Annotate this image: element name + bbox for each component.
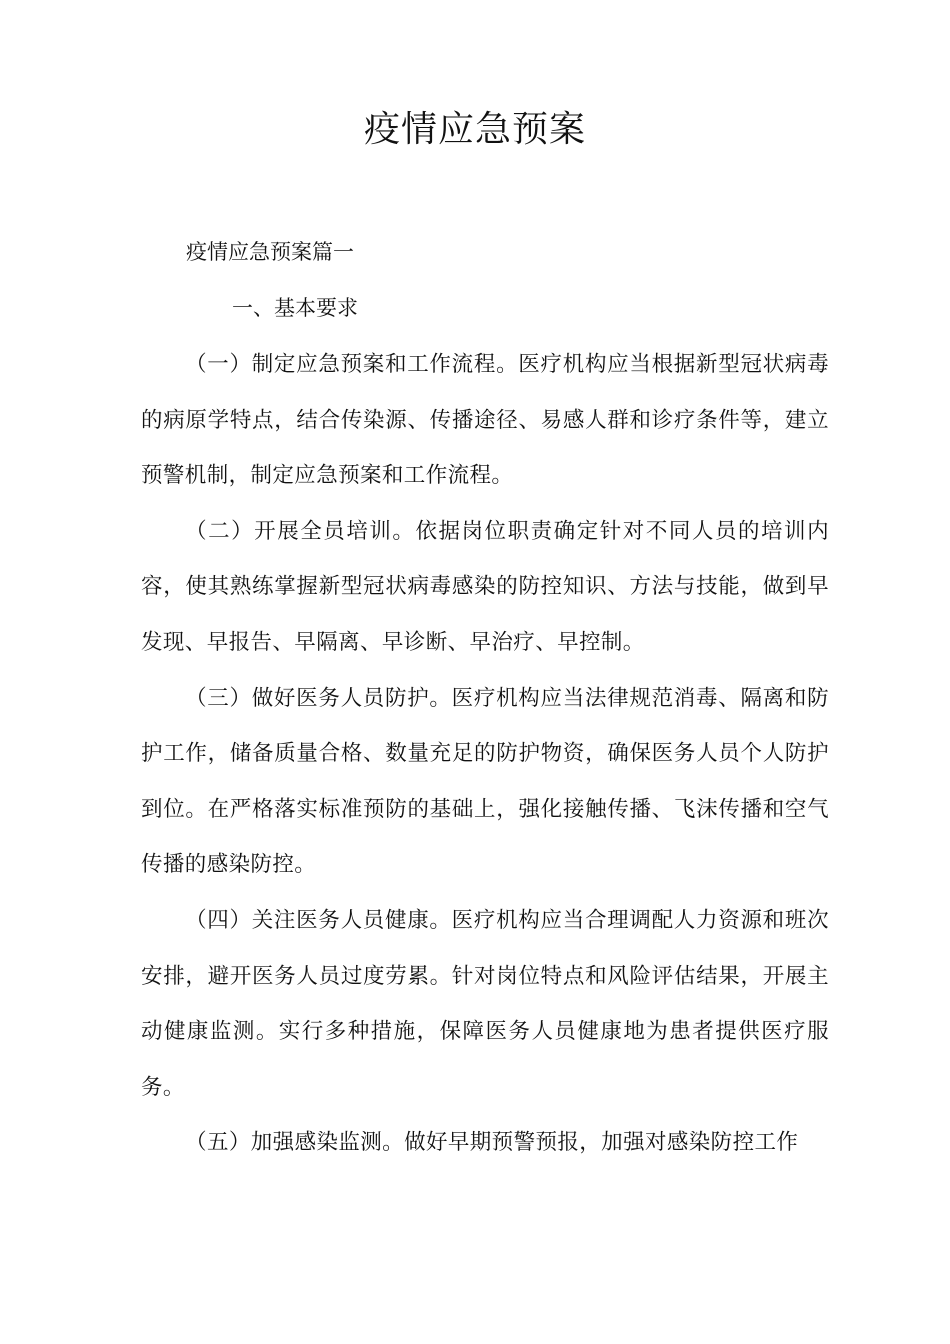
document-body (141, 337, 829, 1171)
document-title: 疫情应急预案 (363, 109, 586, 150)
section-title: 疫情应急预案篇一 (186, 240, 354, 264)
paragraph-2: （二）开展全员培训。依据岗位职责确定针对不同人员的培训内容，使其熟练掌握新型冠状病毒感染的防控知识、方法与技能，做到早发现、早报告、早隔离、早诊断、早治疗、早控制。 (141, 518, 829, 655)
paragraph-4: （四）关注医务人员健康。医疗机构应当合理调配人力资源和班次安排，避开医务人员过度劳累。针对岗位特点和风险评估结果，开展主动健康监测。实行多种措施，保障医务人员健康地为患者提供医疗服务。 (141, 907, 829, 1100)
paragraph-5: （五）加强感染监测。做好早期预警预报，加强对感染防控工作 (185, 1130, 799, 1156)
subsection-title: 一、基本要求 (232, 296, 358, 320)
paragraph-3: （三）做好医务人员防护。医疗机构应当法律规范消毒、隔离和防护工作，储备质量合格、数量充足的防护物资，确保医务人员个人防护到位。在严格落实标准预防的基础上，强化接触传播、飞沫传播和空气传播的感染防控。 (141, 685, 829, 878)
paragraph-1: （一）制定应急预案和工作流程。医疗机构应当根据新型冠状病毒的病原学特点，结合传染源、传播途径、易感人群和诊疗条件等，建立预警机制，制定应急预案和工作流程。 (141, 352, 829, 489)
